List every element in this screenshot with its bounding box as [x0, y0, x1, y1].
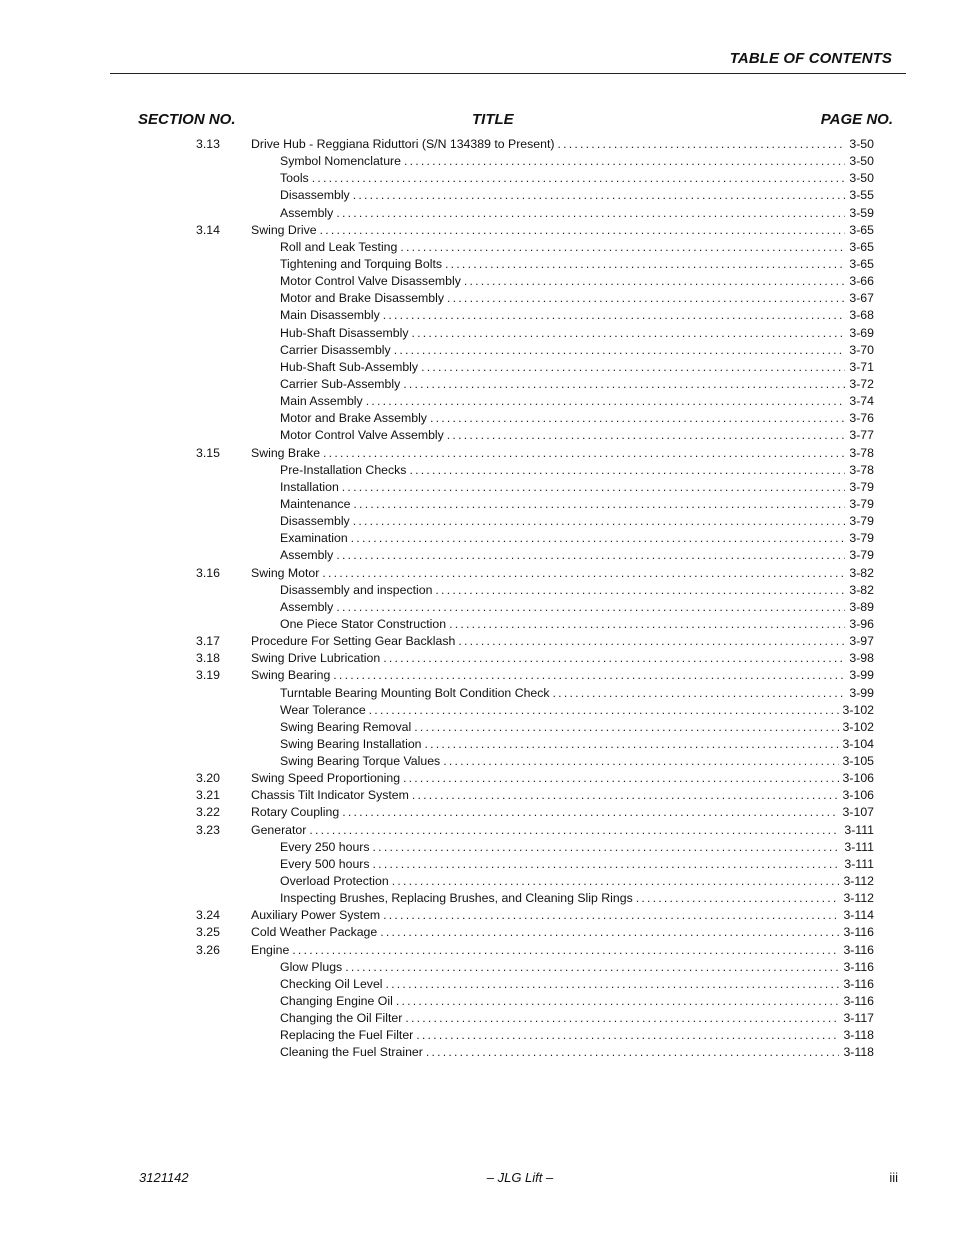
toc-entry[interactable] — [196, 736, 874, 753]
toc-page-number: 3-106 — [842, 771, 874, 786]
toc-entry-title: One Piece Stator Construction — [280, 616, 449, 633]
toc-entry-title: Assembly — [280, 205, 336, 222]
dot-leader — [345, 959, 839, 976]
dot-leader — [386, 976, 840, 993]
toc-entry[interactable] — [196, 530, 874, 547]
toc-entry[interactable] — [196, 307, 874, 324]
toc-entry-title: Swing Brake — [251, 445, 323, 462]
toc-entry[interactable] — [196, 753, 874, 770]
dot-leader — [336, 547, 845, 564]
toc-entry[interactable] — [196, 496, 874, 513]
toc-entry[interactable] — [196, 325, 874, 342]
toc-entry[interactable] — [196, 993, 874, 1010]
toc-page-number: 3-79 — [849, 514, 874, 529]
toc-entry-title: Every 250 hours — [280, 839, 373, 856]
toc-entry[interactable] — [196, 822, 874, 839]
footer-page-number: iii — [889, 1170, 898, 1185]
toc-entry-title: Swing Bearing Installation — [280, 736, 425, 753]
dot-leader — [409, 462, 845, 479]
toc-page-number: 3-79 — [849, 496, 874, 511]
toc-entry-title: Cleaning the Fuel Strainer — [280, 1044, 426, 1061]
toc-entry-title: Drive Hub - Reggiana Riduttori (S/N 134389 to Present) — [251, 136, 557, 153]
dot-leader — [445, 256, 845, 273]
toc-page-number: 3-78 — [849, 445, 874, 460]
toc-page-number: 3-79 — [849, 548, 874, 563]
toc-page-number: 3-99 — [849, 685, 874, 700]
toc-entry[interactable] — [196, 239, 874, 256]
dot-leader — [351, 530, 846, 547]
toc-entry[interactable] — [196, 136, 874, 153]
toc-entry-title: Swing Drive Lubrication — [251, 650, 383, 667]
toc-section-number: 3.26 — [196, 942, 220, 957]
toc-page-number: 3-118 — [843, 1045, 874, 1060]
toc-entry-title: Disassembly — [280, 187, 353, 204]
toc-section-number: 3.20 — [196, 771, 220, 786]
dot-leader — [421, 359, 845, 376]
toc-entry-title: Cold Weather Package — [251, 924, 380, 941]
dot-leader — [333, 667, 845, 684]
dot-leader — [342, 479, 846, 496]
dot-leader — [394, 342, 846, 359]
toc-page-number: 3-116 — [843, 976, 874, 991]
toc-entry-title: Generator — [251, 822, 309, 839]
toc-page-number: 3-82 — [849, 582, 874, 597]
toc-entry[interactable] — [196, 445, 874, 462]
toc-entry-title: Swing Speed Proportioning — [251, 770, 403, 787]
toc-entry[interactable] — [196, 719, 874, 736]
toc-page-number: 3-68 — [849, 308, 874, 323]
toc-page-number: 3-59 — [849, 205, 874, 220]
toc-page-number: 3-107 — [842, 805, 874, 820]
toc-entry-title: Wear Tolerance — [280, 702, 369, 719]
toc-entry[interactable] — [196, 376, 874, 393]
dot-leader — [353, 513, 846, 530]
toc-entry[interactable] — [196, 410, 874, 427]
dot-leader — [373, 839, 841, 856]
dot-leader — [320, 222, 846, 239]
toc-entry[interactable] — [196, 770, 874, 787]
toc-entry[interactable] — [196, 959, 874, 976]
toc-page-number: 3-104 — [842, 736, 874, 751]
dot-leader — [336, 599, 845, 616]
toc-section-number: 3.16 — [196, 565, 220, 580]
toc-entry[interactable] — [196, 547, 874, 564]
dot-leader — [403, 770, 839, 787]
toc-entry[interactable] — [196, 633, 874, 650]
toc-page-number: 3-82 — [849, 565, 874, 580]
table-of-contents — [196, 136, 874, 1062]
dot-leader — [323, 445, 845, 462]
toc-entry[interactable] — [196, 187, 874, 204]
toc-entry[interactable] — [196, 976, 874, 993]
toc-page-number: 3-102 — [842, 719, 874, 734]
toc-entry[interactable] — [196, 153, 874, 170]
toc-entry-title: Tightening and Torquing Bolts — [280, 256, 445, 273]
toc-entry[interactable] — [196, 1010, 874, 1027]
toc-entry[interactable] — [196, 479, 874, 496]
dot-leader — [353, 496, 845, 513]
toc-entry[interactable] — [196, 513, 874, 530]
toc-page-number: 3-116 — [843, 925, 874, 940]
toc-entry[interactable] — [196, 256, 874, 273]
dot-leader — [380, 924, 839, 941]
toc-page-number: 3-116 — [843, 942, 874, 957]
dot-leader — [458, 633, 845, 650]
toc-page-number: 3-76 — [849, 411, 874, 426]
toc-entry-title: Motor Control Valve Disassembly — [280, 273, 464, 290]
toc-entry[interactable] — [196, 787, 874, 804]
dot-leader — [383, 907, 839, 924]
toc-page-number: 3-66 — [849, 274, 874, 289]
toc-entry[interactable] — [196, 873, 874, 890]
toc-entry[interactable] — [196, 907, 874, 924]
toc-page-number: 3-99 — [849, 668, 874, 683]
toc-entry-title: Motor Control Valve Assembly — [280, 427, 447, 444]
toc-entry-title: Changing the Oil Filter — [280, 1010, 405, 1027]
toc-entry-title: Checking Oil Level — [280, 976, 386, 993]
dot-leader — [449, 616, 845, 633]
toc-section-number: 3.13 — [196, 137, 220, 151]
toc-section-number: 3.22 — [196, 805, 220, 820]
toc-entry-title: Replacing the Fuel Filter — [280, 1027, 416, 1044]
toc-page-number: 3-118 — [843, 1028, 874, 1043]
toc-entry-title: Changing Engine Oil — [280, 993, 396, 1010]
toc-entry[interactable] — [196, 856, 874, 873]
toc-entry-title: Procedure For Setting Gear Backlash — [251, 633, 458, 650]
toc-page-number: 3-77 — [849, 428, 874, 443]
dot-leader — [443, 753, 838, 770]
toc-page-number: 3-50 — [849, 171, 874, 186]
toc-entry-title: Swing Drive — [251, 222, 320, 239]
toc-page-number: 3-79 — [849, 531, 874, 546]
dot-leader — [416, 1027, 839, 1044]
toc-page-number: 3-105 — [842, 754, 874, 769]
toc-page-number: 3-65 — [849, 256, 874, 271]
header-divider — [110, 73, 906, 74]
toc-page-number: 3-72 — [849, 376, 874, 391]
toc-page-number: 3-78 — [849, 462, 874, 477]
column-header-title: TITLE — [472, 111, 514, 128]
toc-entry-title: Motor and Brake Assembly — [280, 410, 430, 427]
dot-leader — [400, 239, 845, 256]
toc-entry-title: Tools — [280, 170, 312, 187]
toc-entry[interactable] — [196, 685, 874, 702]
toc-entry[interactable] — [196, 650, 874, 667]
toc-section-number: 3.24 — [196, 908, 220, 923]
toc-entry[interactable] — [196, 170, 874, 187]
toc-page-number: 3-79 — [849, 479, 874, 494]
dot-leader — [396, 993, 840, 1010]
dot-leader — [383, 650, 845, 667]
toc-entry-title: Assembly — [280, 547, 336, 564]
toc-page-number: 3-116 — [843, 959, 874, 974]
toc-page-number: 3-98 — [849, 651, 874, 666]
toc-section-number: 3.14 — [196, 222, 220, 237]
toc-entry[interactable] — [196, 1044, 874, 1061]
toc-entry-title: Hub-Shaft Sub-Assembly — [280, 359, 421, 376]
dot-leader — [405, 1010, 839, 1027]
dot-leader — [404, 153, 845, 170]
toc-page-number: 3-112 — [843, 891, 874, 906]
toc-entry[interactable] — [196, 565, 874, 582]
toc-page-number: 3-89 — [849, 599, 874, 614]
toc-entry[interactable] — [196, 1027, 874, 1044]
toc-entry[interactable] — [196, 599, 874, 616]
dot-leader — [425, 736, 839, 753]
toc-entry-title: Chassis Tilt Indicator System — [251, 787, 412, 804]
page-header-title: TABLE OF CONTENTS — [729, 50, 892, 67]
dot-leader — [553, 685, 846, 702]
dot-leader — [312, 170, 846, 187]
toc-entry-title: Swing Bearing Removal — [280, 719, 414, 736]
toc-entry[interactable] — [196, 427, 874, 444]
toc-page-number: 3-65 — [849, 239, 874, 254]
dot-leader — [369, 702, 839, 719]
toc-entry-title: Roll and Leak Testing — [280, 239, 400, 256]
dot-leader — [353, 187, 846, 204]
toc-page-number: 3-74 — [849, 394, 874, 409]
toc-entry[interactable] — [196, 342, 874, 359]
toc-entry-title: Swing Bearing Torque Values — [280, 753, 443, 770]
dot-leader — [411, 325, 845, 342]
dot-leader — [447, 427, 846, 444]
toc-entry-title: Main Disassembly — [280, 307, 383, 324]
toc-entry-title: Disassembly — [280, 513, 353, 530]
toc-entry[interactable] — [196, 273, 874, 290]
toc-page-number: 3-111 — [844, 839, 874, 854]
toc-entry-title: Turntable Bearing Mounting Bolt Condition Check — [280, 685, 553, 702]
dot-leader — [636, 890, 840, 907]
toc-entry[interactable] — [196, 702, 874, 719]
toc-entry[interactable] — [196, 804, 874, 821]
toc-entry-title: Disassembly and inspection — [280, 582, 435, 599]
toc-entry[interactable] — [196, 839, 874, 856]
toc-page-number: 3-65 — [849, 222, 874, 237]
toc-section-number: 3.18 — [196, 651, 220, 666]
toc-page-number: 3-70 — [849, 342, 874, 357]
toc-entry[interactable] — [196, 290, 874, 307]
toc-section-number: 3.17 — [196, 634, 220, 649]
toc-entry-title: Auxiliary Power System — [251, 907, 383, 924]
dot-leader — [403, 376, 845, 393]
toc-page-number: 3-117 — [843, 1011, 874, 1026]
toc-entry-title: Swing Bearing — [251, 667, 333, 684]
footer-doc-number: 3121142 — [139, 1170, 189, 1185]
toc-section-number: 3.15 — [196, 445, 220, 460]
toc-entry[interactable] — [196, 222, 874, 239]
dot-leader — [322, 565, 845, 582]
toc-entry-title: Carrier Sub-Assembly — [280, 376, 403, 393]
dot-leader — [557, 136, 845, 153]
toc-page-number: 3-111 — [844, 822, 874, 837]
toc-section-number: 3.25 — [196, 925, 220, 940]
toc-entry-title: Glow Plugs — [280, 959, 345, 976]
toc-entry-title: Hub-Shaft Disassembly — [280, 325, 411, 342]
toc-entry[interactable] — [196, 667, 874, 684]
dot-leader — [414, 719, 838, 736]
column-header-section: SECTION NO. — [138, 111, 236, 128]
toc-entry[interactable] — [196, 942, 874, 959]
toc-entry[interactable] — [196, 359, 874, 376]
dot-leader — [373, 856, 841, 873]
toc-section-number: 3.19 — [196, 668, 220, 683]
toc-entry[interactable] — [196, 616, 874, 633]
toc-page-number: 3-114 — [843, 908, 874, 923]
footer-brand: – JLG Lift – — [486, 1170, 554, 1185]
toc-page-number: 3-102 — [842, 702, 874, 717]
dot-leader — [412, 787, 839, 804]
toc-entry-title: Motor and Brake Disassembly — [280, 290, 447, 307]
toc-page-number: 3-111 — [844, 856, 874, 871]
toc-entry-title: Main Assembly — [280, 393, 366, 410]
toc-page-number: 3-116 — [843, 994, 874, 1009]
column-header-page: PAGE NO. — [820, 111, 893, 128]
toc-entry[interactable] — [196, 582, 874, 599]
toc-page-number: 3-50 — [849, 154, 874, 169]
dot-leader — [447, 290, 845, 307]
dot-leader — [309, 822, 840, 839]
toc-entry-title: Symbol Nomenclature — [280, 153, 404, 170]
toc-page-number: 3-55 — [849, 188, 874, 203]
toc-page-number: 3-97 — [849, 634, 874, 649]
toc-entry-title: Pre-Installation Checks — [280, 462, 409, 479]
toc-entry-title: Installation — [280, 479, 342, 496]
toc-entry-title: Maintenance — [280, 496, 353, 513]
toc-entry[interactable] — [196, 890, 874, 907]
toc-entry-title: Examination — [280, 530, 351, 547]
toc-page-number: 3-71 — [849, 359, 874, 374]
dot-leader — [430, 410, 845, 427]
toc-page-number: 3-106 — [842, 788, 874, 803]
toc-entry-title: Overload Protection — [280, 873, 392, 890]
toc-entry-title: Inspecting Brushes, Replacing Brushes, and Cleaning Slip Rings — [280, 890, 636, 907]
dot-leader — [383, 307, 846, 324]
toc-entry-title: Assembly — [280, 599, 336, 616]
toc-page-number: 3-50 — [849, 137, 874, 151]
toc-entry-title: Every 500 hours — [280, 856, 373, 873]
dot-leader — [464, 273, 846, 290]
dot-leader — [426, 1044, 840, 1061]
toc-page-number: 3-69 — [849, 325, 874, 340]
toc-page-number: 3-112 — [843, 874, 874, 889]
toc-entry[interactable] — [196, 462, 874, 479]
toc-section-number: 3.23 — [196, 822, 220, 837]
dot-leader — [336, 205, 845, 222]
toc-entry[interactable] — [196, 205, 874, 222]
toc-page-number: 3-67 — [849, 291, 874, 306]
toc-entry[interactable] — [196, 393, 874, 410]
toc-entry-title: Engine — [251, 942, 292, 959]
toc-entry-title: Carrier Disassembly — [280, 342, 394, 359]
toc-section-number: 3.21 — [196, 788, 220, 803]
dot-leader — [392, 873, 840, 890]
toc-entry-title: Swing Motor — [251, 565, 322, 582]
toc-entry-title: Rotary Coupling — [251, 804, 342, 821]
dot-leader — [342, 804, 838, 821]
toc-page-number: 3-96 — [849, 616, 874, 631]
dot-leader — [435, 582, 845, 599]
toc-entry[interactable] — [196, 924, 874, 941]
dot-leader — [292, 942, 839, 959]
dot-leader — [366, 393, 846, 410]
